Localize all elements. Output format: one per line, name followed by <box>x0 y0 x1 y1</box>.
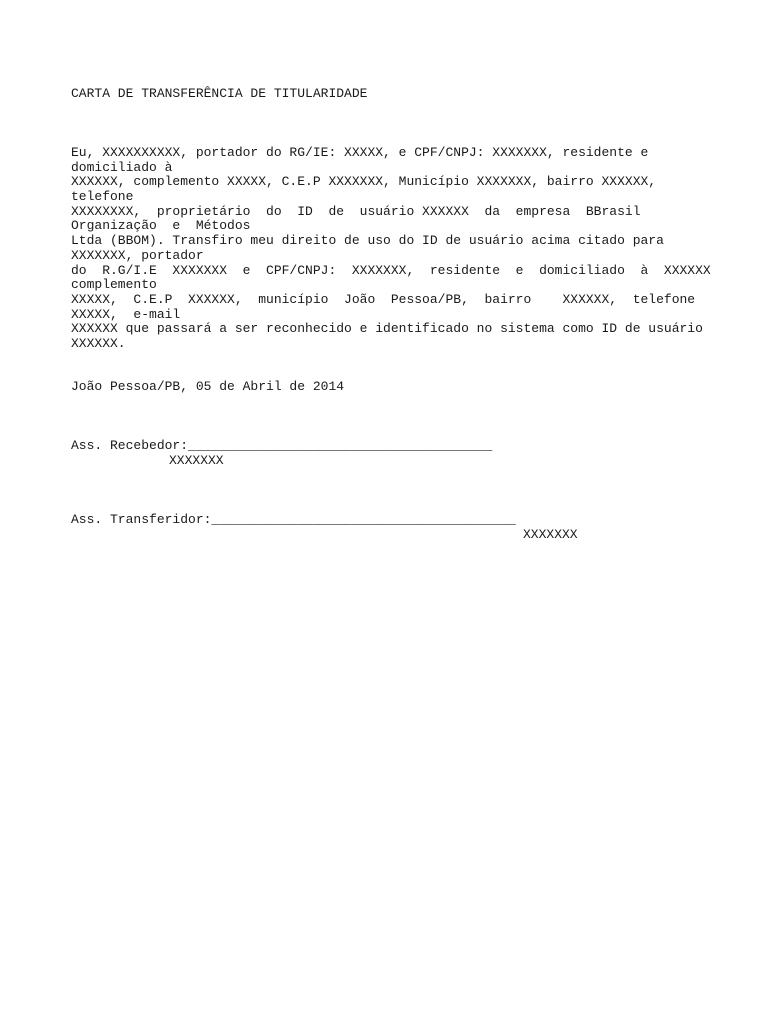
recebedor-signature-line: Ass. Recebedor:_______________________________________ <box>71 438 493 453</box>
body-line: Eu, XXXXXXXXXX, portador do RG/IE: XXXXX, e CPF/CNPJ: XXXXXXX, residente e <box>71 145 649 160</box>
transferidor-name: XXXXXXX <box>523 527 578 542</box>
body-line: XXXXXX, complemento XXXXX, C.E.P XXXXXXX, Município XXXXXXX, bairro XXXXXX, <box>71 174 657 190</box>
body-line: XXXXX, C.E.P XXXXXX, município João Pessoa/PB, bairro XXXXXX, telefone <box>71 291 696 307</box>
body-line: XXXXXX. <box>71 335 126 351</box>
date-line: João Pessoa/PB, 05 de Abril de 2014 <box>71 379 345 394</box>
recebedor-name: XXXXXXX <box>169 453 224 468</box>
body-line: complemento <box>71 277 157 293</box>
body-line: Organização e Métodos <box>71 218 251 234</box>
body-line: XXXXX, e-mail <box>71 306 181 322</box>
transferidor-signature-line: Ass. Transferidor:_______________________________________ <box>71 512 516 527</box>
document-body <box>71 145 711 352</box>
body-line: Ltda (BBOM). Transfiro meu direito de uso do ID de usuário acima citado para <box>71 233 664 249</box>
body-line: telefone <box>71 189 134 205</box>
body-line: XXXXXXX, portador <box>71 247 204 263</box>
body-line: domiciliado à <box>71 159 173 175</box>
body-line: XXXXXX que passará a ser reconhecido e identificado no sistema como ID de usuário <box>71 321 703 337</box>
document-title: CARTA DE TRANSFERÊNCIA DE TITULARIDADE <box>71 86 368 101</box>
body-line: do R.G/I.E XXXXXXX e CPF/CNPJ: XXXXXXX, residente e domiciliado à XXXXXX <box>71 262 711 278</box>
body-line: XXXXXXXX, proprietário do ID de usuário XXXXXX da empresa BBrasil <box>71 203 641 219</box>
